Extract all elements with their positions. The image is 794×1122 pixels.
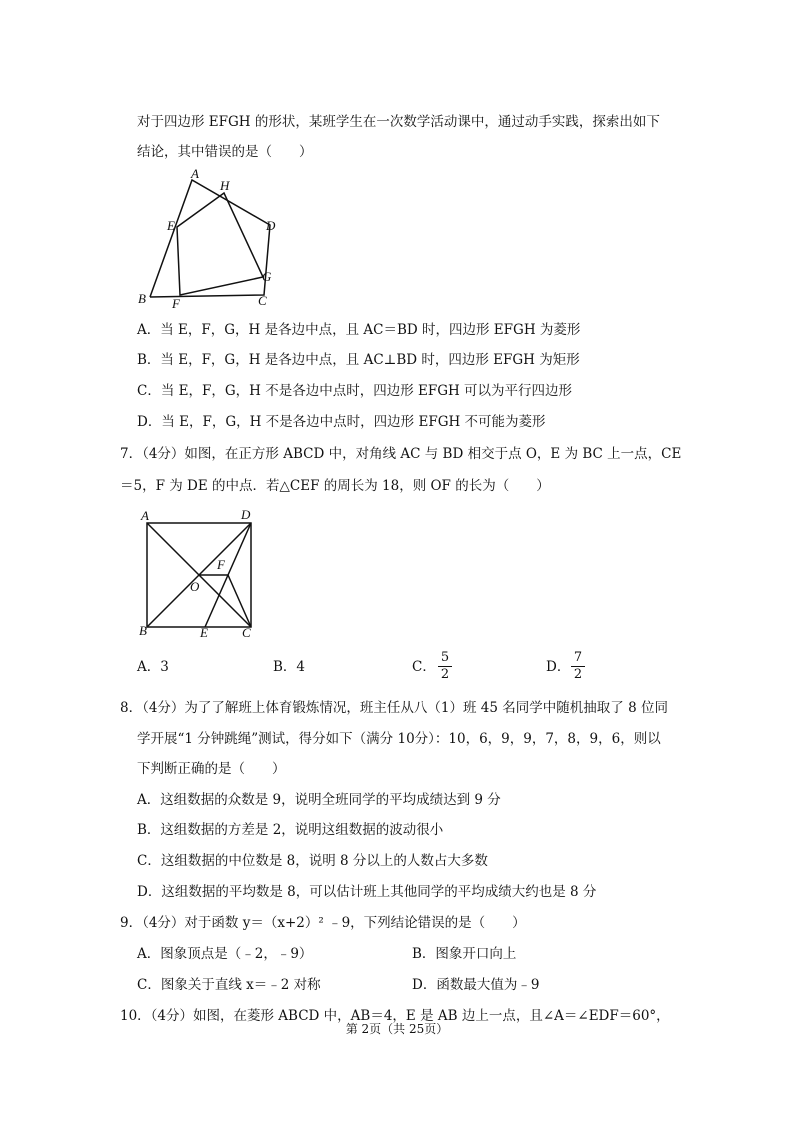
q8-stem-line2: 学开展“1 分钟跳绳”测试，得分如下（满分 10分）：10，6，9，9，7，8，9，6，则以 [137, 731, 661, 747]
label-E: E [200, 625, 208, 640]
label-B: B [139, 623, 147, 638]
q6-option-b: B．当 E，F，G，H 是各边中点，且 AC⊥BD 时，四边形 EFGH 为矩形 [137, 352, 580, 368]
q8-option-c: C．这组数据的中位数是 8，说明 8 分以上的人数占大多数 [137, 853, 488, 869]
q9-option-d: D．函数最大值为﹣9 [412, 977, 540, 993]
q7-stem-line2: ＝5，F 为 DE 的中点．若△CEF 的周长为 18，则 OF 的长为（ ） [120, 478, 550, 494]
q6-stem-line1: 对于四边形 EFGH 的形状，某班学生在一次数学活动课中，通过动手实践，探索出如下 [137, 114, 660, 130]
numerator: 7 [573, 650, 583, 665]
label-A: A [141, 508, 149, 523]
q7-option-c-fraction [438, 651, 452, 682]
label-O: O [190, 579, 200, 594]
q8-option-d: D．这组数据的平均数是 8，可以估计班上其他同学的平均成绩大约也是 8 分 [137, 884, 597, 900]
q10-stem-line1: 10．（4分）如图，在菱形 ABCD 中，AB＝4，E 是 AB 边上一点，且∠A＝∠EDF＝60°， [120, 1008, 670, 1024]
q6-quadrilateral-figure [130, 165, 290, 315]
q7-square-figure [135, 505, 265, 640]
q6-option-d: D．当 E，F，G，H 不是各边中点时，四边形 EFGH 不可能为菱形 [137, 414, 546, 430]
label-D: D [266, 218, 276, 233]
q8-stem-line3: 下判断正确的是（ ） [137, 761, 286, 777]
q9-stem: 9．（4分）对于函数 y＝（x+2）² ﹣9，下列结论错误的是（ ） [120, 915, 526, 931]
label-C: C [242, 625, 251, 640]
denominator: 2 [573, 667, 583, 682]
label-A: A [191, 166, 199, 181]
label-C: C [258, 293, 267, 308]
label-D: D [241, 507, 251, 522]
q9-option-c: C．图象关于直线 x＝﹣2 对称 [137, 977, 321, 993]
numerator: 5 [440, 650, 450, 665]
q8-option-a: A．这组数据的众数是 9，说明全班同学的平均成绩达到 9 分 [137, 792, 501, 808]
label-F: F [172, 296, 180, 311]
q7-stem-line1: 7．（4分）如图，在正方形 ABCD 中，对角线 AC 与 BD 相交于点 O，E 为 BC 上一点，CE [120, 446, 682, 462]
label-F: F [217, 557, 225, 572]
q7-option-d-label: D． [546, 659, 571, 675]
q8-option-b: B．这组数据的方差是 2，说明这组数据的波动很小 [137, 822, 444, 838]
q7-option-c-label: C． [412, 659, 436, 675]
label-G: G [262, 269, 272, 284]
q6-option-a: A．当 E，F，G，H 是各边中点，且 AC＝BD 时，四边形 EFGH 为菱形 [137, 322, 581, 338]
q7-option-d-fraction [571, 651, 585, 682]
q7-option-b: B．4 [273, 659, 306, 675]
q9-option-b: B．图象开口向上 [412, 946, 517, 962]
label-H: H [220, 178, 230, 193]
label-E: E [167, 218, 175, 233]
q6-stem-line2: 结论，其中错误的是（ ） [137, 144, 313, 160]
q8-stem-line1: 8．（4分）为了了解班上体育锻炼情况，班主任从八（1）班 45 名同学中随机抽取了 8 位同 [120, 700, 668, 716]
label-B: B [138, 291, 146, 306]
page-footer: 第 2页（共 25页） [345, 1022, 449, 1036]
denominator: 2 [440, 667, 450, 682]
q6-option-c: C．当 E，F，G，H 不是各边中点时，四边形 EFGH 可以为平行四边形 [137, 383, 573, 399]
q7-option-a: A．3 [137, 659, 169, 675]
q9-option-a: A．图象顶点是（﹣2，﹣9） [137, 946, 313, 962]
